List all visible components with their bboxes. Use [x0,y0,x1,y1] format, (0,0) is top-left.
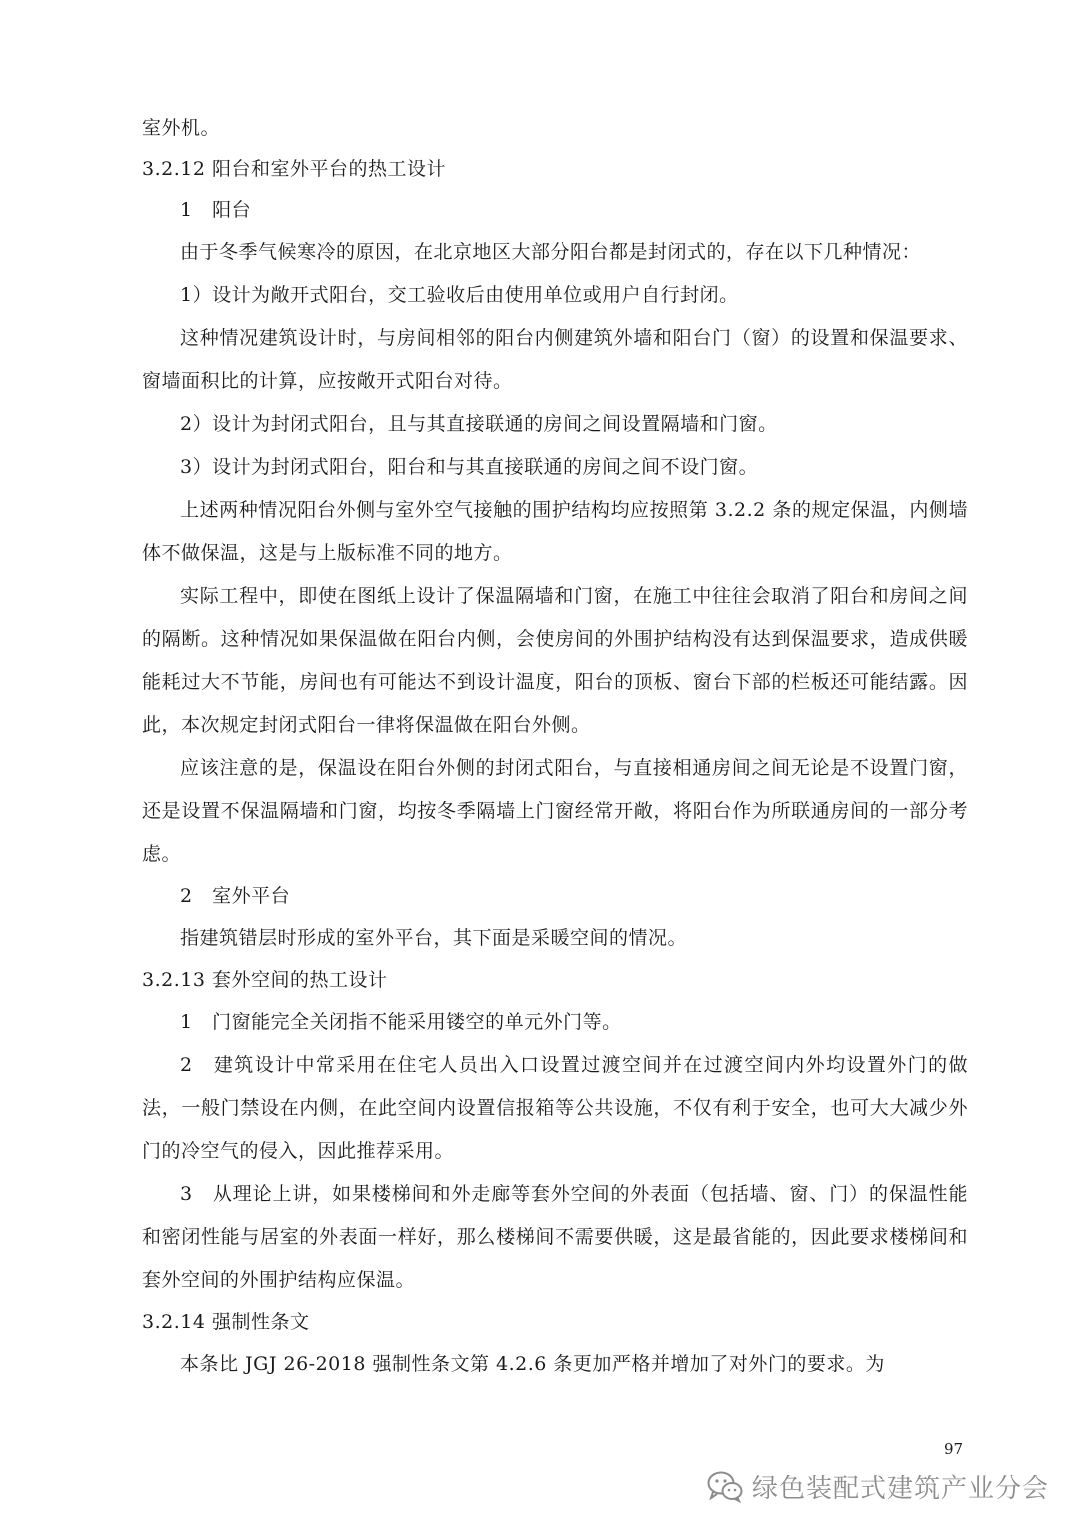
watermark [706,1466,1049,1506]
paragraph: 室外机。 [142,117,221,139]
list-item: 1）设计为敞开式阳台，交工验收后由使用单位或用户自行封闭。 [180,284,739,306]
paragraph: 应该注意的是，保温设在阳台外侧的封闭式阳台，与直接相通房间之间无论是不设置门窗，还是设置不保温隔墙和门窗，均按冬季隔墙上门窗经常开敞，将阳台作为所联通房间的一部分考虑。 [142,757,968,865]
document-body [142,108,968,1386]
paragraph: 上述两种情况阳台外侧与室外空气接触的围护结构均应按照第 3.2.2 条的规定保温，内侧墙体不做保温，这是与上版标准不同的地方。 [142,499,968,564]
paragraph: 指建筑错层时形成的室外平台，其下面是采暖空间的情况。 [180,927,688,949]
page-number: 97 [944,1440,964,1458]
list-item: 2 建筑设计中常采用在住宅人员出入口设置过渡空间并在过渡空间内外均设置外门的做法，一般门禁设在内侧，在此空间内设置信报箱等公共设施，不仅有利于安全，也可大大减少外门的冷空气的侵入，因此推荐采用。 [142,1054,968,1162]
watermark-text: 绿色装配式建筑产业分会 [752,1473,1050,1504]
list-item: 3 从理论上讲，如果楼梯间和外走廊等套外空间的外表面（包括墙、窗、门）的保温性能和密闭性能与居室的外表面一样好，那么楼梯间不需要供暖，这是最省能的，因此要求楼梯间和套外空间的外围护结构应保温。 [142,1183,968,1291]
subheading-balcony: 1 阳台 [180,199,252,221]
paragraph: 由于冬季气候寒冷的原因，在北京地区大部分阳台都是封闭式的，存在以下几种情况： [180,241,922,263]
paragraph: 本条比 JGJ 26-2018 强制性条文第 4.2.6 条更加严格并增加了对外门的要求。为 [180,1353,885,1375]
paragraph: 这种情况建筑设计时，与房间相邻的阳台内侧建筑外墙和阳台门（窗）的设置和保温要求、窗墙面积比的计算，应按敞开式阳台对待。 [142,327,968,392]
list-item: 1 门窗能完全关闭指不能采用镂空的单元外门等。 [180,1011,622,1033]
list-item: 3）设计为封闭式阳台，阳台和与其直接联通的房间之间不设门窗。 [180,456,759,478]
section-heading-3-2-13: 3.2.13 套外空间的热工设计 [142,969,388,991]
wechat-icon [706,1469,744,1503]
section-heading-3-2-12: 3.2.12 阳台和室外平台的热工设计 [142,158,446,180]
section-heading-3-2-14: 3.2.14 强制性条文 [142,1311,310,1333]
paragraph: 实际工程中，即使在图纸上设计了保温隔墙和门窗，在施工中往往会取消了阳台和房间之间的隔断。这种情况如果保温做在阳台内侧，会使房间的外围护结构没有达到保温要求，造成供暖能耗过大不节能，房间也有可能达不到设计温度，阳台的顶板、窗台下部的栏板还可能结露。因此，本次规定封闭式阳台一律将保温做在阳台外侧。 [142,585,968,736]
subheading-outdoor-platform: 2 室外平台 [180,885,291,907]
list-item: 2）设计为封闭式阳台，且与其直接联通的房间之间设置隔墙和门窗。 [180,413,778,435]
